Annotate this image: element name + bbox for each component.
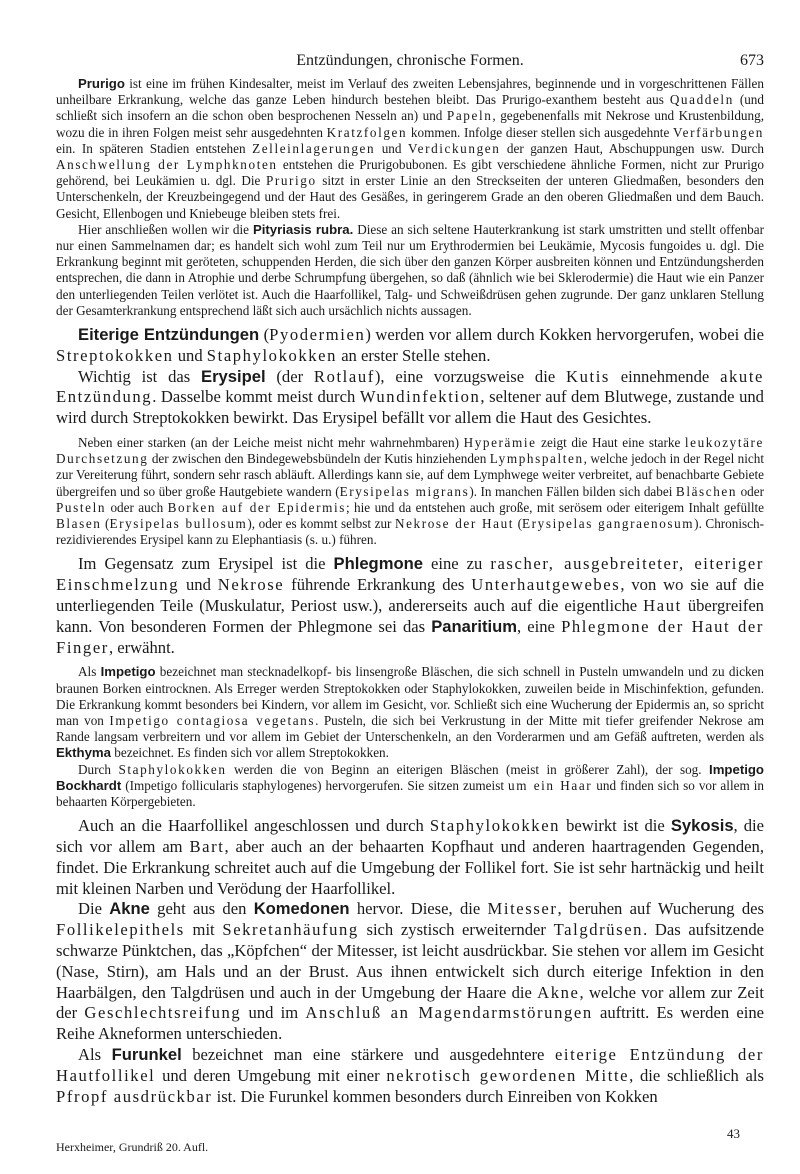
term-sekretanhaeufung: Sekretanhäufung bbox=[222, 920, 359, 940]
term-nekrotische-mitte: nekrotisch gewordenen Mitte bbox=[386, 1065, 630, 1085]
term-unterhautgewebe: Unterhautgewebes bbox=[471, 575, 621, 595]
term-phlegmone: Phlegmone bbox=[333, 554, 423, 574]
term-lymphknoten: Anschwellung der Lymphknoten bbox=[56, 157, 278, 173]
term-um-ein-haar: um ein Haar bbox=[508, 777, 593, 793]
term-follikelepithel: Follikelepithels bbox=[56, 920, 185, 940]
paragraph-impetigo: Als Impetigo bezeichnet man stecknadelkopf- bis linsengroße Bläschen, die sich schnell in Pusteln umwandeln und zu dicken braunen Borken eintrocknen. Als Erreger werden Streptokokken oder Staphylokokken, zuweilen beide in Mischinfektion, gefunden. Die Erkrankung kommt besonders bei Kindern, vor allem im Gesicht, vor. Schließt sich eine Wucherung der Epidermis an, so spricht man von Impetigo contagiosa vegetans. Pusteln, die sich bei Verkrustung in der Mitte mit tiefer greifender Nekrose am Rande langsam verbreitern und vor allem im Gebiet der Unterschenkeln, an den Vorderarmen und am Gefäß auftreten, werden als Ekthyma bezeichnet. Es finden sich vor allem Streptokokken. bbox=[56, 664, 765, 761]
term-kratzfolgen: Kratzfolgen bbox=[326, 124, 408, 140]
paragraph-furunkel: Als Furunkel bezeichnet man eine stärkere und ausgedehntere eiterige Entzündung der Hautfollikel und deren Umgebung mit einer nekrotisch gewordenen Mitte, die schließlich als Pfropf ausdrückbar ist. Die Furunkel kommen besonders durch Einreiben von Kokken bbox=[56, 1045, 764, 1106]
term-erysipelas-migrans: Erysipelas migrans bbox=[339, 483, 470, 499]
book-page bbox=[56, 48, 765, 1154]
term-talgdruesen: Talgdrüsen bbox=[553, 920, 644, 940]
term-erysipel: Erysipel bbox=[201, 366, 266, 386]
term-staphylokokken-2: Staphylokokken bbox=[118, 761, 227, 777]
paragraph-impetigo-bockhardt: Durch Staphylokokken werden die von Beginn an eiterigen Bläschen (meist in größerer Zahl), der sog. Impetigo Bockhardt (Impetigo follicularis staphylogenes) hervorgerufen. Sie sitzen zumeist um ein Haar und finden sich so vor allem in behaarten Körpergebieten. bbox=[56, 761, 764, 810]
term-eiterige-entzuendung-hautfollikel: eiterige Entzündung der Hautfollikel bbox=[56, 1045, 764, 1085]
term-ekthyma: Ekthyma bbox=[56, 745, 111, 761]
term-bart: Bart bbox=[189, 837, 225, 857]
term-pfropf: Pfropf ausdrückbar bbox=[56, 1086, 213, 1106]
term-komedonen: Komedonen bbox=[253, 899, 350, 919]
term-einschmelzung: rascher, ausgebreiteter, eiteriger Einschmelzung bbox=[56, 554, 764, 595]
term-magendarmstoerungen: Anschluß an Magendarmstörungen bbox=[305, 1003, 593, 1023]
term-prurigo-2: Prurigo bbox=[265, 173, 317, 189]
term-panaritium: Panaritium bbox=[431, 616, 517, 636]
term-phlegmone-der-finger: Phlegmone der Haut der Finger bbox=[56, 616, 764, 657]
paragraph-sykosis: Auch an die Haarfollikel angeschlossen und durch Staphylokokken bewirkt ist die Sykosis, die sich vor allem am Bart, aber auch an der behaarten Kopfhaut und anderen haartragenden Gegenden, findet. Die Erkrankung schreitet auch auf die Umgebung der Follikel fort. Sie ist sehr hartnäckig und heilt mit kleinen Narben und Verödung der Haarfollikel. bbox=[56, 816, 764, 898]
term-akne-2: Akne bbox=[537, 982, 580, 1002]
term-pityriasis-rubra: Pityriasis rubra. bbox=[252, 221, 354, 237]
signature-mark: 43 bbox=[727, 1126, 740, 1141]
term-mitesser: Mitesser bbox=[487, 899, 558, 919]
term-prurigo: Prurigo bbox=[78, 76, 125, 91]
page-footer bbox=[56, 1126, 764, 1166]
term-rotlauf: Rotlauf bbox=[313, 366, 375, 386]
term-nekrose: Nekrose bbox=[217, 575, 285, 595]
term-streptokokken: Streptokokken bbox=[56, 345, 174, 365]
term-haut: Haut bbox=[643, 596, 682, 616]
book-source: Herxheimer, Grundriß 20. Aufl. bbox=[56, 1140, 209, 1154]
term-kutis: Kutis bbox=[566, 366, 610, 386]
term-sykosis: Sykosis bbox=[670, 816, 734, 836]
term-staphylokokken: Staphylokokken bbox=[206, 345, 338, 365]
term-geschlechtsreifung: Geschlechtsreifung bbox=[84, 1003, 242, 1023]
term-erysipelas-bullosum: Erysipelas bullosum bbox=[109, 516, 248, 532]
term-hyperaemie: Hyperämie bbox=[463, 435, 537, 451]
term-verdickungen: Verdickungen bbox=[407, 140, 501, 156]
chapter-title: Entzündungen, chronische Formen. bbox=[296, 52, 524, 69]
term-eiterige-entzuendungen: Eiterige Entzündungen bbox=[78, 325, 260, 345]
page-number: 673 bbox=[740, 52, 764, 69]
term-papeln: Papeln bbox=[446, 108, 493, 124]
term-staphylokokken-3: Staphylokokken bbox=[429, 816, 561, 836]
term-akne: Akne bbox=[109, 899, 150, 919]
term-leukozytaere-durchsetzung: leukozytäre Durchsetzung bbox=[56, 435, 764, 467]
term-zelleinlagerungen: Zelleinlagerungen bbox=[252, 140, 376, 156]
term-borken: Borken auf der Epidermis bbox=[167, 499, 346, 515]
term-pusteln: Pusteln bbox=[56, 499, 107, 515]
term-blaeschen: Bläschen bbox=[675, 483, 738, 499]
paragraph-erysipel-details: Neben einer starken (an der Leiche meist nicht mehr wahrnehmbaren) Hyperämie zeigt die Haut eine starke leukozytäre Durchsetzung der zwischen den Bindegewebsbündeln der Kutis hinziehenden Lymphspalten, welche jedoch in der Regel nicht zur Vereiterung führt, sondern sehr rasch abläuft. Allerdings kann sie, auf dem Lymphwege weiter verbreitet, auf benachbarte Gebiete übergreifen und so über große Hautgebiete wandern (Erysipelas migrans). In manchen Fällen bilden sich dabei Bläschen oder Pusteln oder auch Borken auf der Epidermis; hie und da entstehen auch große, mit serösem oder eiterigem Inhalt gefüllte Blasen (Erysipelas bullosum), oder es kommt selbst zur Nekrose der Haut (Erysipelas gangraenosum). Chronisch-rezidivierendes Erysipel kann zu Elephantiasis (s. u.) führen. bbox=[56, 435, 765, 548]
term-lymphspalten: Lymphspalten bbox=[489, 451, 584, 467]
term-impetigo-contagiosa: Impetigo contagiosa vegetans bbox=[109, 713, 316, 729]
term-quaddeln: Quaddeln bbox=[669, 92, 734, 108]
paragraph-erysipel: Wichtig ist das Erysipel (der Rotlauf), eine vorzugsweise die Kutis einnehmende akute Entzündung. Dasselbe kommt meist durch Wundinfektion, seltener auf dem Blutwege, zustande und wird durch Streptokokken bewirkt. Das Erysipel befällt vor allem die Haut des Gesichtes. bbox=[56, 366, 764, 428]
term-impetigo-bockhardt: Impetigo Bockhardt bbox=[56, 761, 764, 793]
paragraph-pityriasis: Hier anschließen wollen wir die Pityriasis rubra. Diese an sich seltene Hauterkrankung ist stark umstritten und stellt offenbar nur einen Sammelnamen dar; es handelt sich wohl zum Teil nur um Erythrodermien bei Leukämie, Mycosis fungoides u. dgl. Die Erkrankung beginnt mit geröteten, schuppenden Herden, die sich über den ganzen Körper ausbreiten können und Entzündungsherden entsprechen, die dann in Atrophie und derbe Schrumpfung übergehen, so daß (ähnlich wie bei Sklerodermie) die Haut wie ein Panzer den unterliegenden Teilen verlötet ist. Auch die Haarfollikel, Talg- und Schweißdrüsen gehen zugrunde. Der ganz unklaren Stellung der Gesamterkrankung entsprechend läßt sich auch ursächlich nichts aussagen. bbox=[56, 221, 765, 318]
term-impetigo: Impetigo bbox=[100, 664, 156, 680]
term-pyodermien: Pyodermien bbox=[269, 325, 366, 345]
paragraph-akne: Die Akne geht aus den Komedonen hervor. Diese, die Mitesser, beruhen auf Wucherung des Follikelepithels mit Sekretanhäufung sich zystisch erweiternder Talgdrüsen. Das aufsitzende schwarze Pünktchen, das „Köpfchen“ der Mitesser, ist leicht ausdrückbar. Sie stehen vor allem im Gesicht (Nase, Stirn), am Hals und an der Brust. Aus ihnen entwickelt sich durch eiterige Infektion in den Haarbälgen, den Talgdrüsen und auch in der Umgebung der Haare die Akne, welche vor allem zur Zeit der Geschlechtsreifung und im Anschluß an Magendarmstörungen auftritt. Es werden eine Reihe Akneformen unterschieden. bbox=[56, 899, 765, 1044]
term-erysipelas-gangraenosum: Erysipelas gangraenosum bbox=[522, 516, 695, 532]
term-akute-entzuendung: akute Entzündung bbox=[56, 366, 764, 407]
term-nekrose-der-haut: Nekrose der Haut bbox=[394, 516, 515, 532]
term-blasen: Blasen bbox=[56, 516, 102, 532]
term-verfaerbungen: Verfärbungen bbox=[673, 124, 764, 140]
term-wundinfektion: Wundinfektion bbox=[359, 387, 481, 407]
term-furunkel: Furunkel bbox=[111, 1045, 182, 1065]
running-header bbox=[56, 48, 764, 76]
paragraph-pyodermien: Eiterige Entzündungen (Pyodermien) werden vor allem durch Kokken hervorgerufen, wobei die Streptokokken und Staphylokokken an erster Stelle stehen. bbox=[56, 325, 764, 365]
paragraph-phlegmone: Im Gegensatz zum Erysipel ist die Phlegmone eine zu rascher, ausgebreiteter, eiteriger Einschmelzung und Nekrose führende Erkrankung des Unterhautgewebes, von wo sie auf die unterliegenden Teile (Muskulatur, Periost usw.), andererseits auch auf die eigentliche Haut übergreifen kann. Von besonderen Formen der Phlegmone sei das Panaritium, eine Phlegmone der Haut der Finger, erwähnt. bbox=[56, 554, 764, 657]
paragraph-prurigo: Prurigo ist eine im frühen Kindesalter, meist im Verlauf des zweiten Lebensjahres, beginnende und in vorgeschrittenen Fällen unheilbare Erkrankung, welche das ganze Leben hindurch bestehen bleibt. Das Prurigo-exanthem besteht aus Quaddeln (und schließt sich insofern an die schon oben besprochenen Nesseln an) und Papeln, gegebenenfalls mit Nekrose und Krustenbildung, wozu die in ihren Folgen meist sehr ausgedehnten Kratzfolgen kommen. Infolge dieser stellen sich ausgedehnte Verfärbungen ein. In späteren Stadien entstehen Zelleinlagerungen und Verdickungen der ganzen Haut, Abschuppungen usw. Durch Anschwellung der Lymphknoten entstehen die Prurigobubonen. Es gibt verschiedene ähnliche Formen, nicht zur Prurigo gehörend, bei Leukämien u. dgl. Die Prurigo sitzt in erster Linie an den Streckseiten der unteren Gliedmaßen, besonders den Unterschenkeln, der Kreuzbeingegend und der Haut des Gesäßes, in geringerem Grade an den oberen Gliedmaßen und dem Bauch. Gesicht, Ellenbogen und Kniebeuge bleiben stets frei. bbox=[56, 76, 765, 221]
